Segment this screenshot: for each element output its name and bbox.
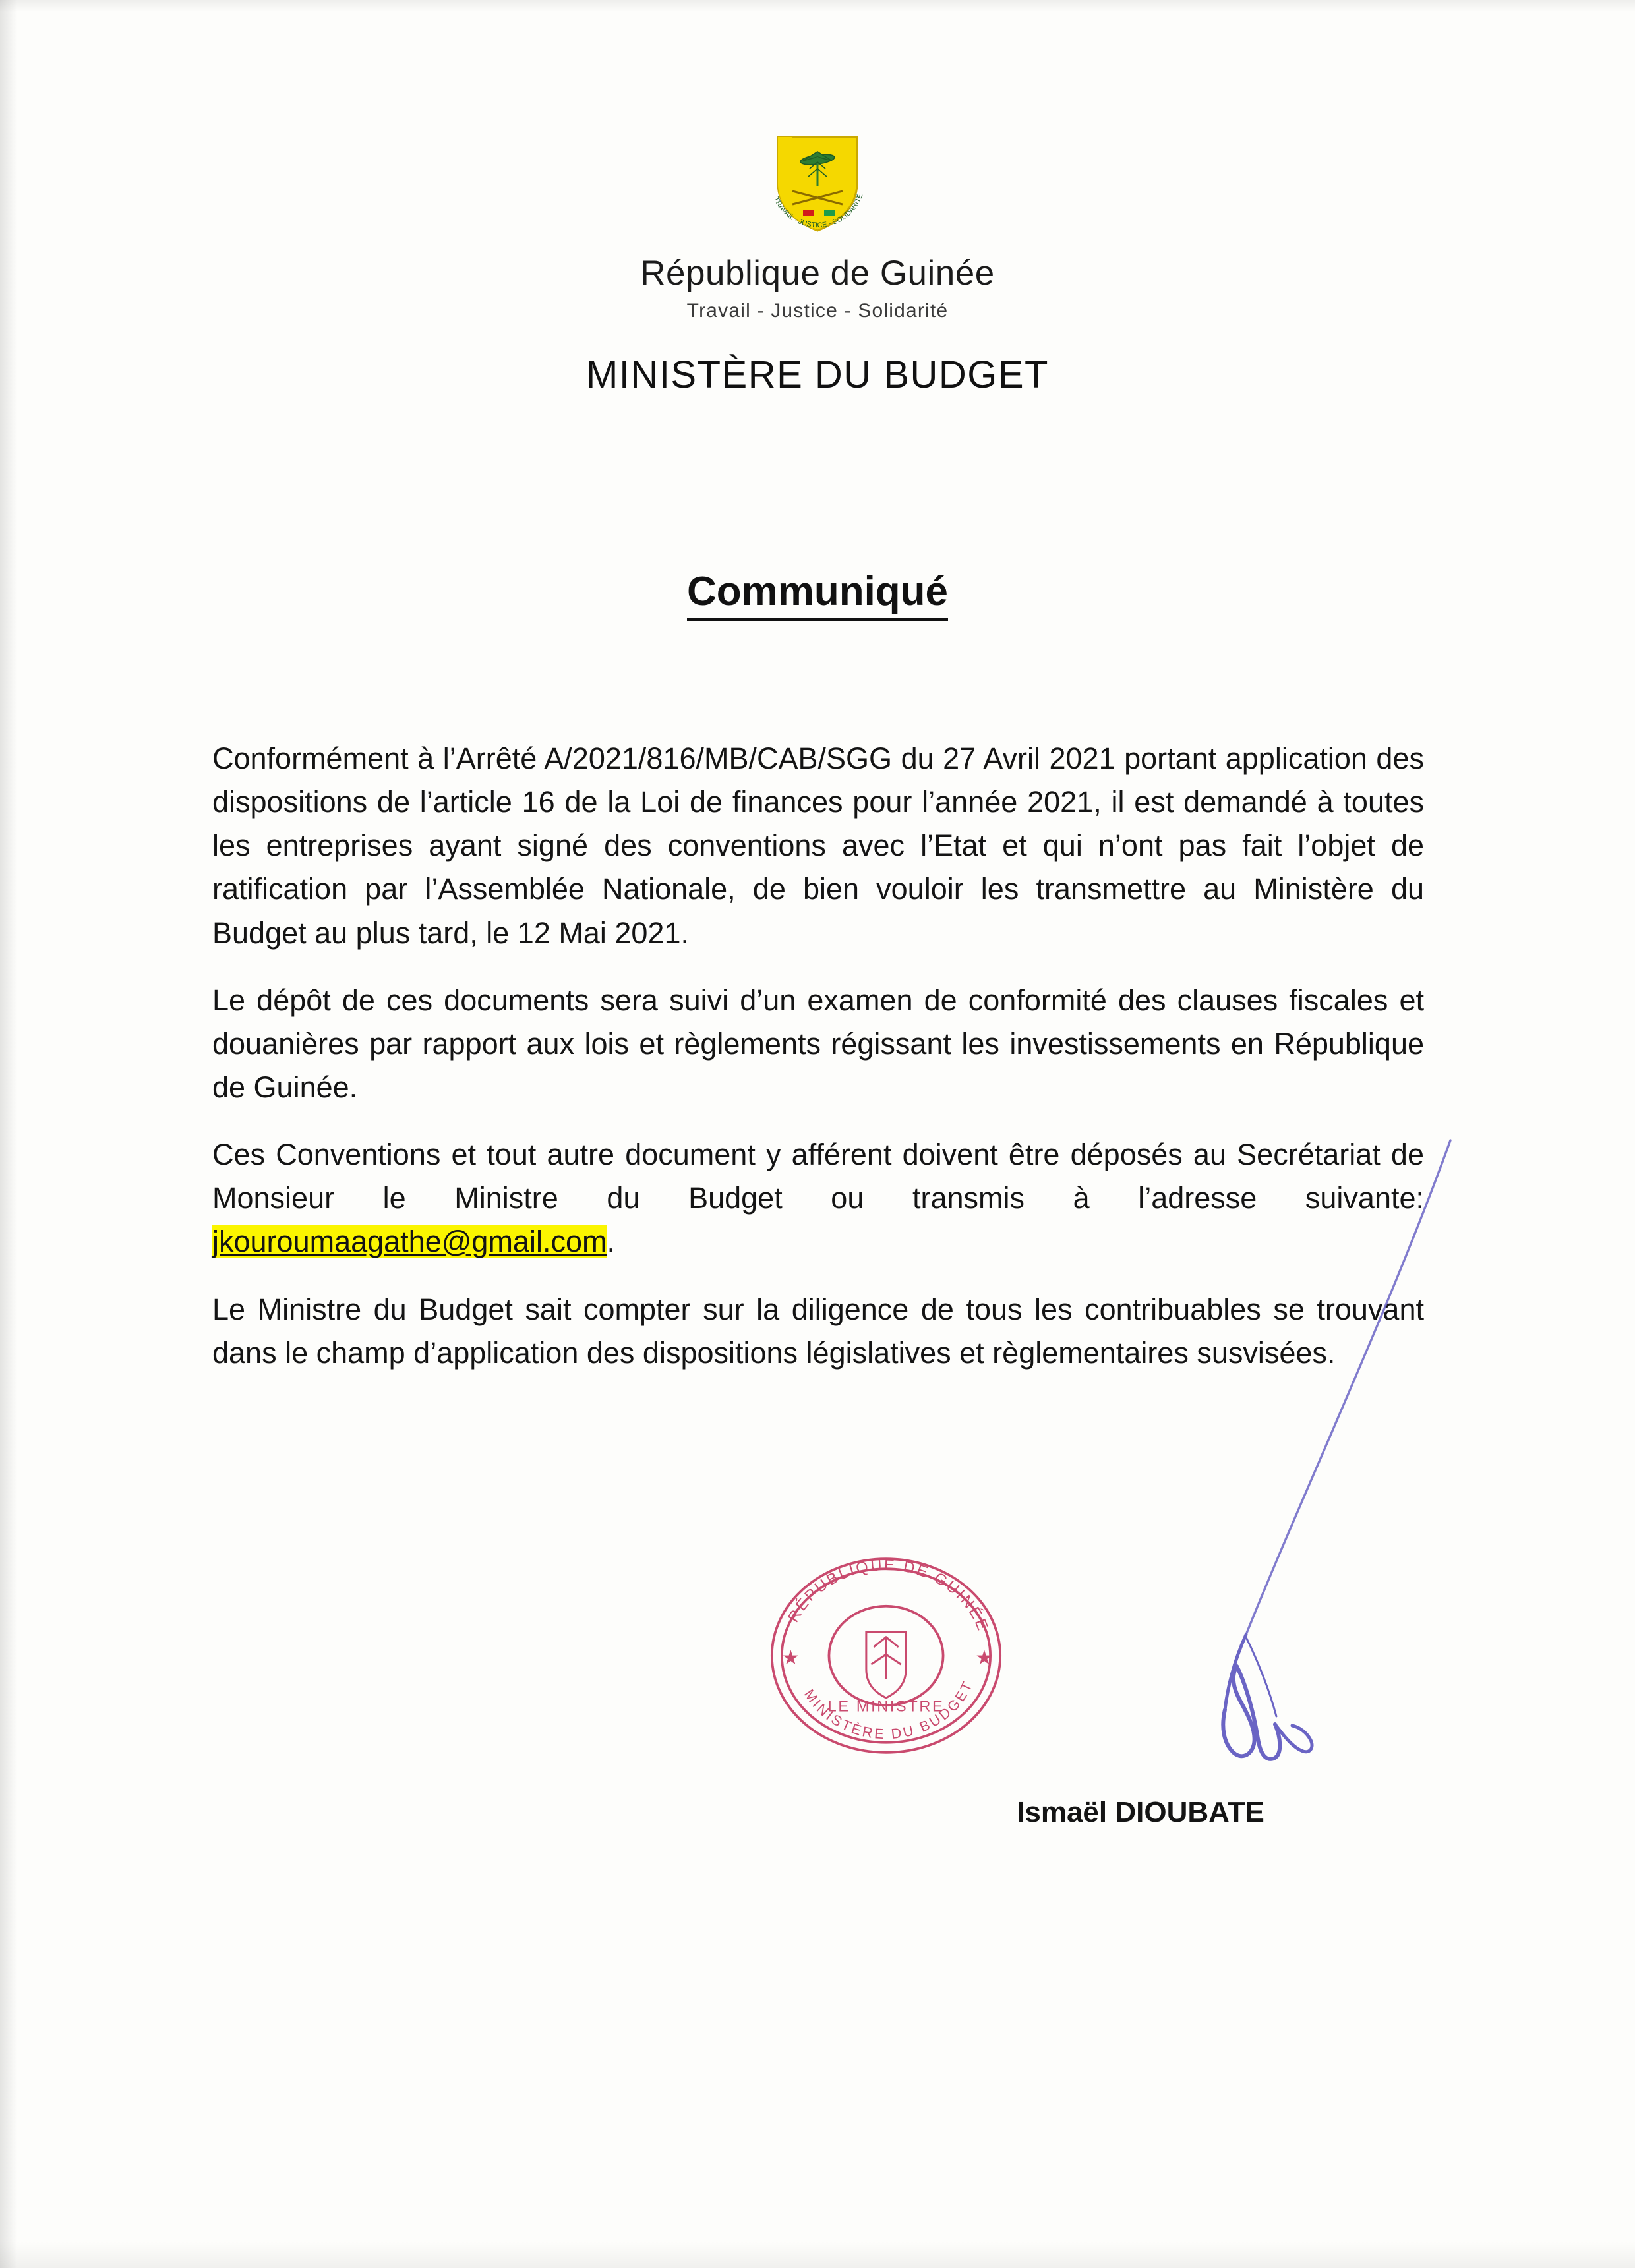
svg-text:TRAVAIL · JUSTICE · SOLIDARITÉ: TRAVAIL · JUSTICE · SOLIDARITÉ bbox=[771, 192, 865, 230]
paragraph-email bbox=[212, 1133, 1424, 1264]
guinea-coat-of-arms-icon bbox=[752, 112, 883, 244]
paragraph-email-after: . bbox=[607, 1225, 615, 1259]
official-stamp bbox=[761, 1550, 1011, 1761]
ministry-title: MINISTÈRE DU BUDGET bbox=[586, 353, 1049, 396]
document-header bbox=[0, 112, 1635, 397]
svg-text:RÉPUBLIQUE DE GUINÉE bbox=[785, 1556, 992, 1634]
stamp-star-right: ★ bbox=[975, 1647, 994, 1670]
paragraph-email-before: Ces Conventions et tout autre document y afférent doivent être déposés au Secrétariat de Monsieur le Ministre du Budget ou transmis à l’adresse suivante: bbox=[212, 1138, 1424, 1215]
stamp-bottom-text: MINISTÈRE DU BUDGET bbox=[800, 1677, 976, 1743]
paragraph-1: Conformément à l’Arrêté A/2021/816/MB/CAB/SGG du 27 Avril 2021 portant application des dispositions de l’article 16 de la Loi de finances pour l’année 2021, il est demandé à toutes les entreprises ayant signé des conventions avec l’Etat et qui n’ont pas fait l’objet de ratification par l’Assemblée Nationale, de bien vouloir les transmettre au Ministère du Budget au plus tard, le 12 Mai 2021. bbox=[212, 741, 1424, 950]
paragraph-3: Le Ministre du Budget sait compter sur la diligence de tous les contribuables se trouvant dans le champ d’application des dispositions législatives et règlementaires susvisées. bbox=[212, 1292, 1424, 1370]
republic-motto: Travail - Justice - Solidarité bbox=[686, 300, 949, 322]
document-body bbox=[212, 737, 1424, 1375]
page-title-text: Communiqué bbox=[687, 569, 948, 621]
scan-shadow-bottom bbox=[0, 2242, 1635, 2268]
contact-email-link[interactable]: jkouroumaagathe@gmail.com bbox=[212, 1225, 607, 1259]
paragraph-2: Le dépôt de ces documents sera suivi d’un examen de conformité des clauses fiscales et douanières par rapport aux lois et règlements régissant les investissements en République de Guinée. bbox=[212, 983, 1424, 1104]
page-title bbox=[0, 568, 1635, 615]
scan-shadow-top bbox=[0, 0, 1635, 12]
republic-title: République de Guinée bbox=[640, 254, 995, 293]
stamp-middle-text: LE MINISTRE bbox=[827, 1697, 945, 1715]
stamp-star-left: ★ bbox=[781, 1647, 800, 1670]
stamp-top-text: RÉPUBLIQUE DE GUINÉE bbox=[784, 1556, 992, 1635]
signer-name: Ismaël DIOUBATE bbox=[1017, 1796, 1264, 1828]
